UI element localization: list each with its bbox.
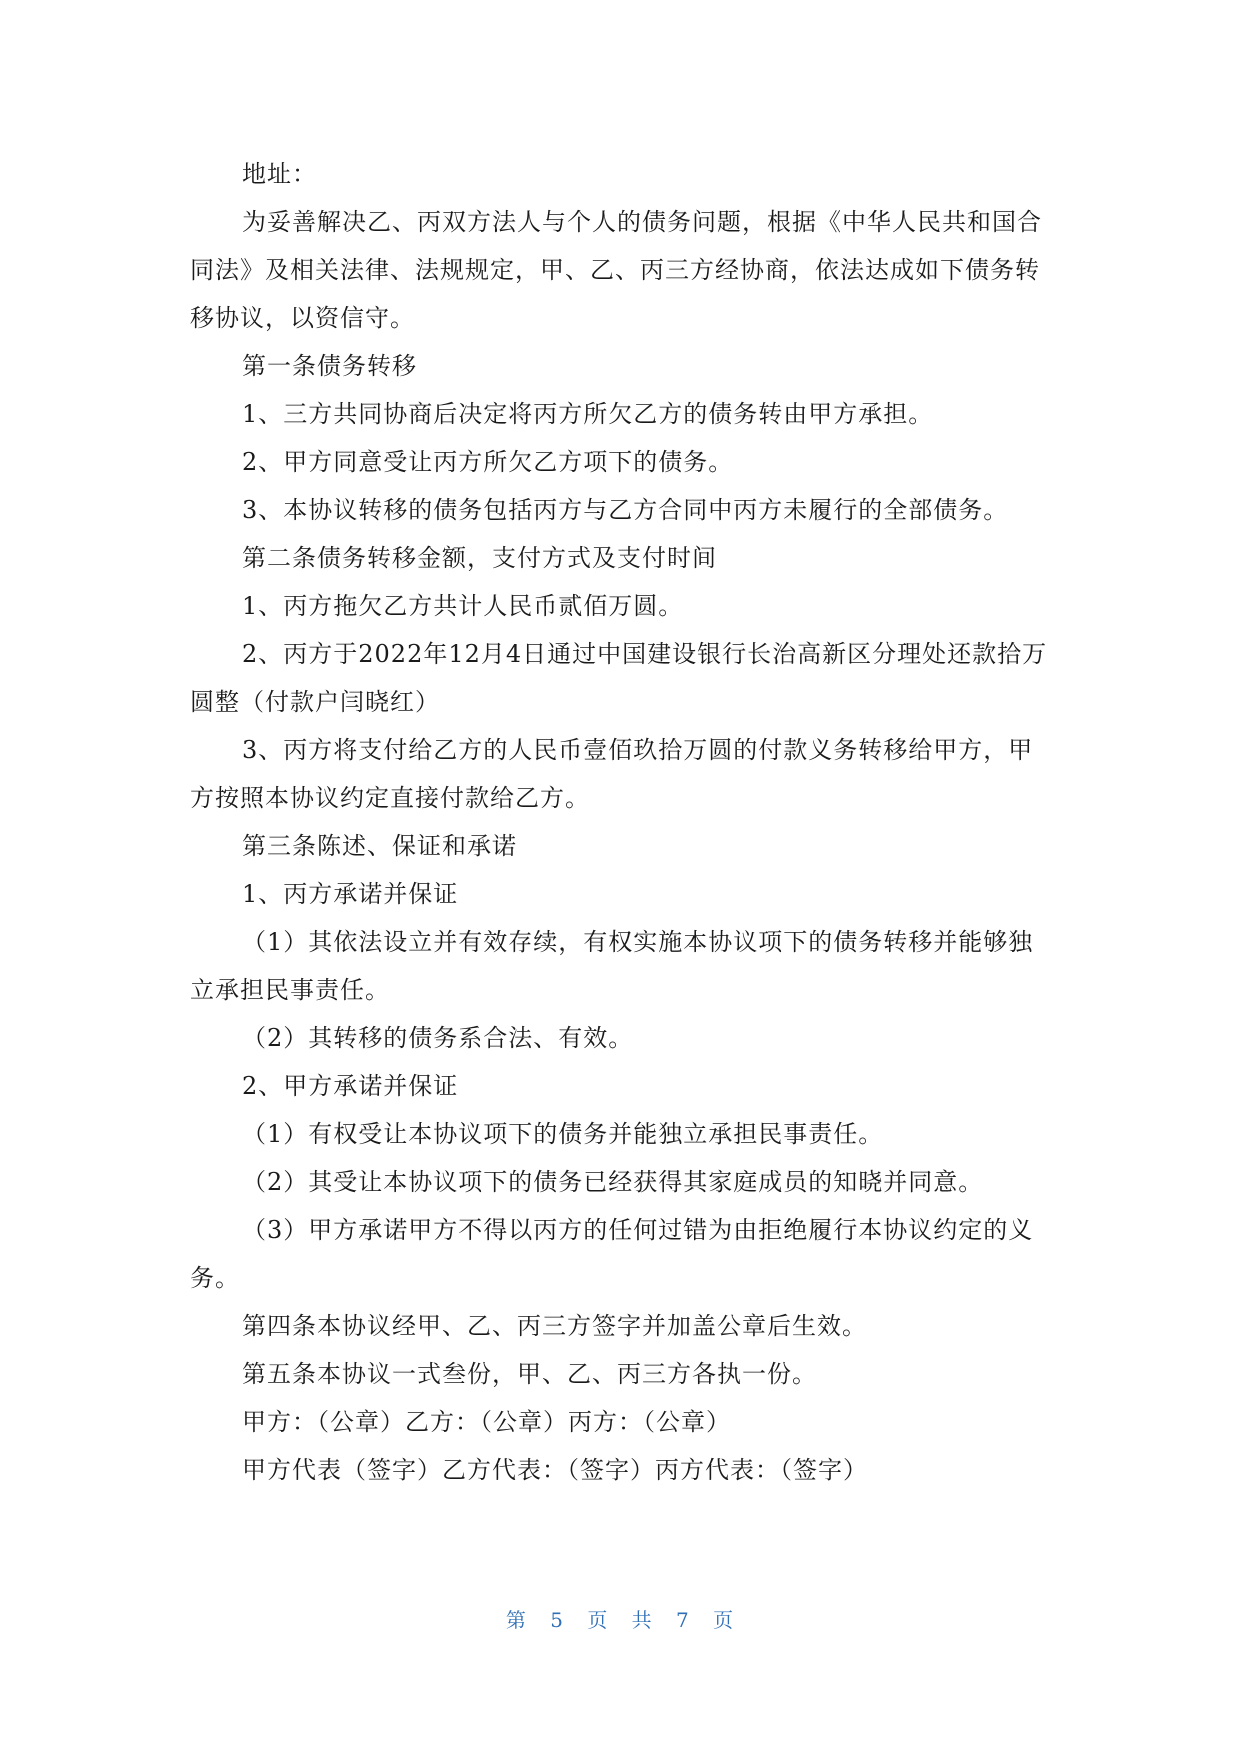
article-1-item-2: 2、甲方同意受让丙方所欠乙方项下的债务。 (242, 448, 734, 476)
article-3-item-2-sub-2: （2）其受让本协议项下的债务已经获得其家庭成员的知晓并同意。 (242, 1168, 984, 1196)
article-3-item-1-sub-2: （2）其转移的债务系合法、有效。 (242, 1024, 634, 1052)
article-1-item-1: 1、三方共同协商后决定将丙方所欠乙方的债务转由甲方承担。 (242, 400, 934, 428)
article-3-item-1: 1、丙方承诺并保证 (242, 880, 459, 908)
document-body (190, 150, 1058, 1494)
article-2-item-2: 2、丙方于2022年12月4日通过中国建设银行长治高新区分理处还款拾万圆整（付款户闫晓红） (190, 640, 1048, 716)
article-3-item-1-sub-1: （1）其依法设立并有效存续，有权实施本协议项下的债务转移并能够独立承担民事责任。 (190, 928, 1034, 1004)
article-1-heading: 第一条债务转移 (242, 352, 417, 380)
article-5: 第五条本协议一式叁份，甲、乙、丙三方各执一份。 (242, 1360, 817, 1388)
article-3-item-2-sub-3: （3）甲方承诺甲方不得以丙方的任何过错为由拒绝履行本协议约定的义务。 (190, 1216, 1034, 1292)
address-line: 地址： (242, 160, 317, 188)
article-2-heading: 第二条债务转移金额，支付方式及支付时间 (242, 544, 717, 572)
article-3-item-2: 2、甲方承诺并保证 (242, 1072, 459, 1100)
article-4: 第四条本协议经甲、乙、丙三方签字并加盖公章后生效。 (242, 1312, 867, 1340)
article-3-item-2-sub-1: （1）有权受让本协议项下的债务并能独立承担民事责任。 (242, 1120, 884, 1148)
page-number-footer: 第 5 页 共 7 页 (505, 1608, 736, 1632)
seal-line: 甲方：（公章）乙方：（公章）丙方：（公章） (242, 1408, 731, 1436)
article-2-item-3: 3、丙方将支付给乙方的人民币壹佰玖拾万圆的付款义务转移给甲方，甲方按照本协议约定直接付款给乙方。 (190, 736, 1034, 812)
article-3-heading: 第三条陈述、保证和承诺 (242, 832, 517, 860)
article-2-item-1: 1、丙方拖欠乙方共计人民币贰佰万圆。 (242, 592, 684, 620)
preamble-paragraph: 为妥善解决乙、丙双方法人与个人的债务问题，根据《中华人民共和国合同法》及相关法律、法规规定，甲、乙、丙三方经协商，依法达成如下债务转移协议，以资信守。 (190, 208, 1042, 332)
article-1-item-3: 3、本协议转移的债务包括丙方与乙方合同中丙方未履行的全部债务。 (242, 496, 1009, 524)
signature-line: 甲方代表（签字）乙方代表：（签字）丙方代表：（签字） (242, 1456, 868, 1484)
